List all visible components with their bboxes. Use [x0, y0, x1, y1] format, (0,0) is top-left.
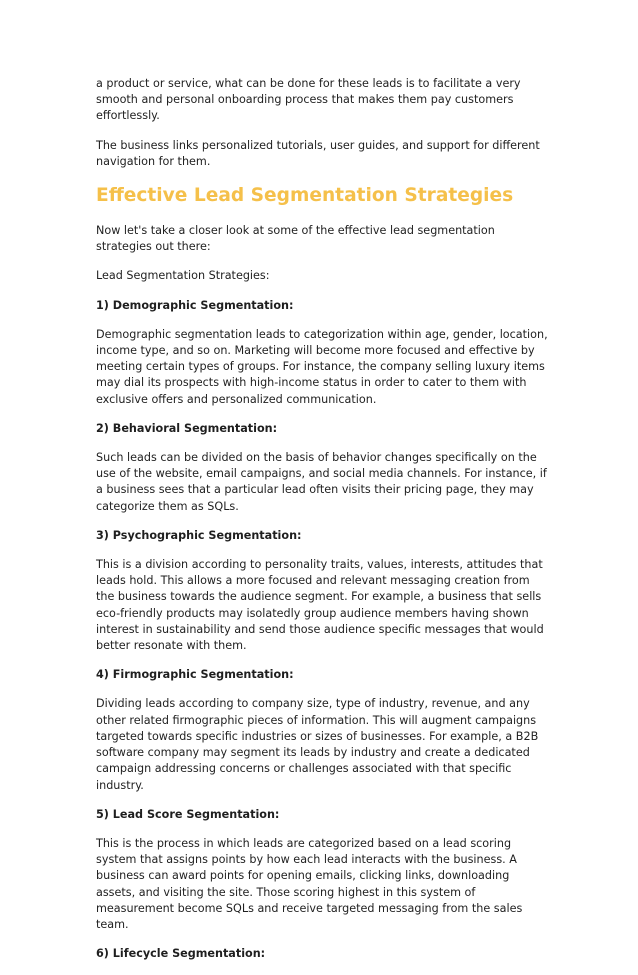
strategy-heading-psychographic: 3) Psychographic Segmentation: [96, 528, 302, 542]
strategy-heading-firmographic: 4) Firmographic Segmentation: [96, 668, 294, 682]
intro-paragraph-2: The business links personalized tutorials, user guides, and support for different navigation for them. [96, 138, 540, 168]
section-title: Effective Lead Segmentation Strategies [96, 185, 514, 207]
document-page [96, 76, 548, 975]
strategy-body-lead-score: This is the process in which leads are categorized based on a lead scoring system that assigns points by how each lead interacts with the business. A business can award points for opening emails, clicking links, downloading assets, and visiting the site. Those scoring highest in this system of measurement become SQLs and receive targeted messaging from the sales team. [96, 836, 523, 931]
strategy-body-demographic: Demographic segmentation leads to categorization within age, gender, location, income type, and so on. Marketing will become more focused and effective by meeting certain types of groups. For instance, the company selling luxury items may dial its prospects with high-income status in order to cater to them with exclusive offers and personalized communication. [96, 327, 548, 406]
section-lead: Now let's take a closer look at some of the effective lead segmentation strategies out there: [96, 224, 495, 254]
strategy-heading-behavioral: 2) Behavioral Segmentation: [96, 421, 278, 435]
strategy-heading-lead-score: 5) Lead Score Segmentation: [96, 807, 280, 821]
strategies-list-label: Lead Segmentation Strategies: [96, 269, 270, 283]
intro-paragraph-1: a product or service, what can be done for these leads is to facilitate a very smooth and personal onboarding process that makes them pay customers effortlessly. [96, 77, 521, 123]
strategy-heading-lifecycle: 6) Lifecycle Segmentation: [96, 947, 266, 961]
strategy-heading-demographic: 1) Demographic Segmentation: [96, 298, 294, 312]
strategy-body-firmographic: Dividing leads according to company size, type of industry, revenue, and any other related firmographic pieces of information. This will augment campaigns targeted towards specific industries or sizes of businesses. For example, a B2B software company may segment its leads by industry and create a dedicated campaign addressing concerns or challenges associated with that specific industry. [96, 697, 539, 792]
strategy-body-behavioral: Such leads can be divided on the basis of behavior changes specifically on the use of the website, email campaigns, and social media channels. For instance, if a business sees that a particular lead often visits their pricing page, they may categorize them as SQLs. [96, 451, 547, 513]
strategy-body-psychographic: This is a division according to personality traits, values, interests, attitudes that leads hold. This allows a more focused and relevant messaging creation from the business towards the audience segment. For example, a business that sells eco-friendly products may isolatedly group audience members having shown interest in sustainability and send those audience specific messages that would better resonate with them. [96, 558, 544, 653]
